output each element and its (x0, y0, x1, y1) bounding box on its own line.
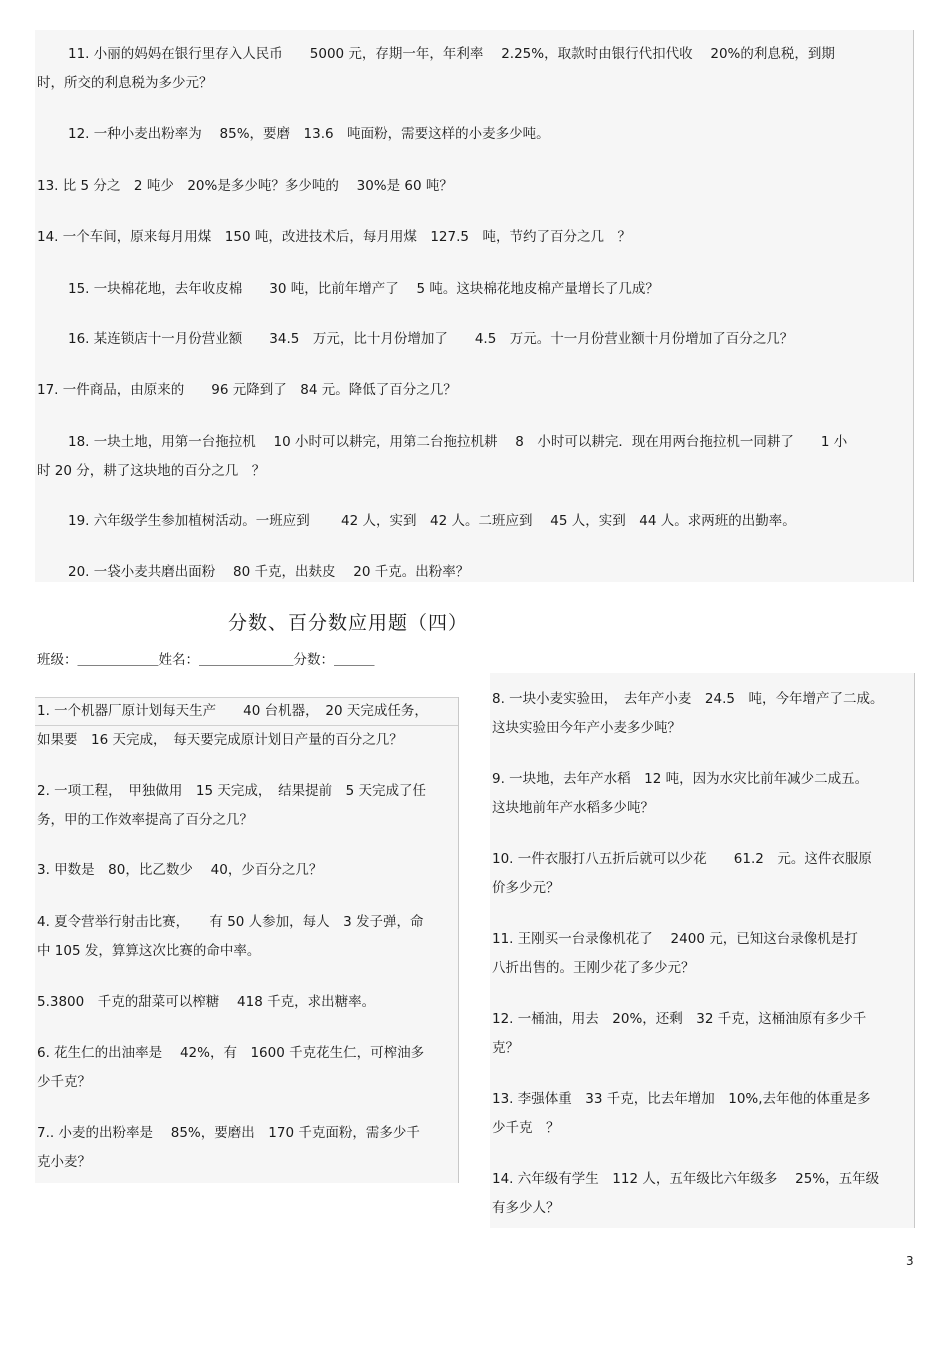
left-problem-7-line-1: 7.. 小麦的出粉率是 85%，要磨出 170 千克面粉，需多少千 (37, 1125, 420, 1141)
worksheet-title: 分数、百分数应用题（四） (228, 612, 469, 634)
left-problem-4-line-2: 中 105 发，算算这次比赛的命中率。 (37, 943, 261, 959)
problem-18-line-1: 18. 一块土地，用第一台拖拉机 10 小时可以耕完，用第二台拖拉机耕 8 小时可以耕完．现在用两台拖拉机一同耕了 1 小 (68, 434, 848, 450)
page-number: 3 (906, 1254, 914, 1268)
problem-11-line-2: 时，所交的利息税为多少元？ (37, 75, 213, 91)
problem-11-line-1: 11. 小丽的妈妈在银行里存入人民币 5000 元，存期一年，年利率 2.25%，取款时由银行代扣代收 20%的利息税，到期 (68, 46, 835, 62)
problem-15: 15. 一块棉花地，去年收皮棉 30 吨，比前年增产了 5 吨。这块棉花地皮棉产量增长了几成？ (68, 281, 659, 297)
left-problem-4-line-1: 4. 夏令营举行射击比赛， 有 50 人参加，每人 3 发子弹，命 (37, 914, 424, 930)
left-problem-5: 5.3800 千克的甜菜可以榨糖 418 千克，求出糖率。 (37, 994, 376, 1010)
right-problem-13-line-1: 13. 李强体重 33 千克，比去年增加 10%,去年他的体重是多 (492, 1091, 871, 1107)
right-problem-14-line-2: 有多少人？ (492, 1200, 560, 1216)
left-problem-1-line-1: 1. 一个机器厂原计划每天生产 40 台机器， 20 天完成任务， (37, 703, 428, 719)
left-column-right-rule (458, 697, 459, 1183)
left-problem-6-line-2: 少千克？ (37, 1074, 91, 1090)
problem-13: 13. 比 5 分之 2 吨少 20%是多少吨？多少吨的 30%是 60 吨？ (37, 178, 453, 194)
right-problem-12-line-2: 克？ (492, 1040, 519, 1056)
left-problem-2-line-2: 务，甲的工作效率提高了百分之几？ (37, 812, 253, 828)
right-problem-9-line-2: 这块地前年产水稻多少吨？ (492, 800, 654, 816)
right-problem-14-line-1: 14. 六年级有学生 112 人，五年级比六年级多 25%，五年级 (492, 1171, 880, 1187)
problem-16: 16. 某连锁店十一月份营业额 34.5 万元，比十月份增加了 4.5 万元。十一月份营业额十月份增加了百分之几？ (68, 331, 794, 347)
right-problem-10-line-1: 10. 一件衣服打八五折后就可以少花 61.2 元。这件衣服原 (492, 851, 872, 867)
right-problem-12-line-1: 12. 一桶油，用去 20%，还剩 32 千克，这桶油原有多少千 (492, 1011, 867, 1027)
right-column-panel (490, 673, 914, 1228)
left-problem-3: 3. 甲数是 80，比乙数少 40，少百分之几？ (37, 862, 323, 878)
problem-20: 20. 一袋小麦共磨出面粉 80 千克，出麸皮 20 千克。出粉率？ (68, 564, 470, 580)
left-column-divider (35, 725, 458, 726)
left-problem-7-line-2: 克小麦？ (37, 1154, 91, 1170)
left-problem-2-line-1: 2. 一项工程， 甲独做用 15 天完成， 结果提前 5 天完成了任 (37, 783, 427, 799)
problem-12: 12. 一种小麦出粉率为 85%，要磨 13.6 吨面粉，需要这样的小麦多少吨。 (68, 126, 550, 142)
top-section-right-rule (913, 30, 914, 582)
worksheet-header-line: 班级：＿＿＿＿＿＿姓名：＿＿＿＿＿＿＿分数：＿＿＿ (37, 652, 375, 668)
right-problem-9-line-1: 9. 一块地，去年产水稻 12 吨，因为水灾比前年减少二成五。 (492, 771, 869, 787)
right-problem-10-line-2: 价多少元？ (492, 880, 560, 896)
problem-14: 14. 一个车间，原来每月用煤 150 吨，改进技术后，每月用煤 127.5 吨，节约了百分之几 ？ (37, 229, 631, 245)
right-problem-13-line-2: 少千克 ？ (492, 1120, 560, 1136)
problem-18-line-2: 时 20 分，耕了这块地的百分之几 ？ (37, 463, 266, 479)
left-problem-6-line-1: 6. 花生仁的出油率是 42%，有 1600 千克花生仁，可榨油多 (37, 1045, 425, 1061)
right-problem-11-line-2: 八折出售的。王刚少花了多少元？ (492, 960, 695, 976)
problem-19: 19. 六年级学生参加植树活动。一班应到 42 人，实到 42 人。二班应到 45 人，实到 44 人。求两班的出勤率。 (68, 513, 796, 529)
right-column-right-rule (914, 673, 915, 1228)
left-column-panel (35, 697, 458, 1183)
right-problem-8-line-2: 这块实验田今年产小麦多少吨？ (492, 720, 681, 736)
top-section-panel (35, 30, 913, 582)
problem-17: 17. 一件商品，由原来的 96 元降到了 84 元。降低了百分之几？ (37, 382, 457, 398)
right-problem-11-line-1: 11. 王刚买一台录像机花了 2400 元，已知这台录像机是打 (492, 931, 858, 947)
right-problem-8-line-1: 8. 一块小麦实验田， 去年产小麦 24.5 吨，今年增产了二成。 (492, 691, 884, 707)
left-problem-1-line-2: 如果要 16 天完成， 每天要完成原计划日产量的百分之几？ (37, 732, 403, 748)
left-column-top-rule (35, 697, 458, 698)
